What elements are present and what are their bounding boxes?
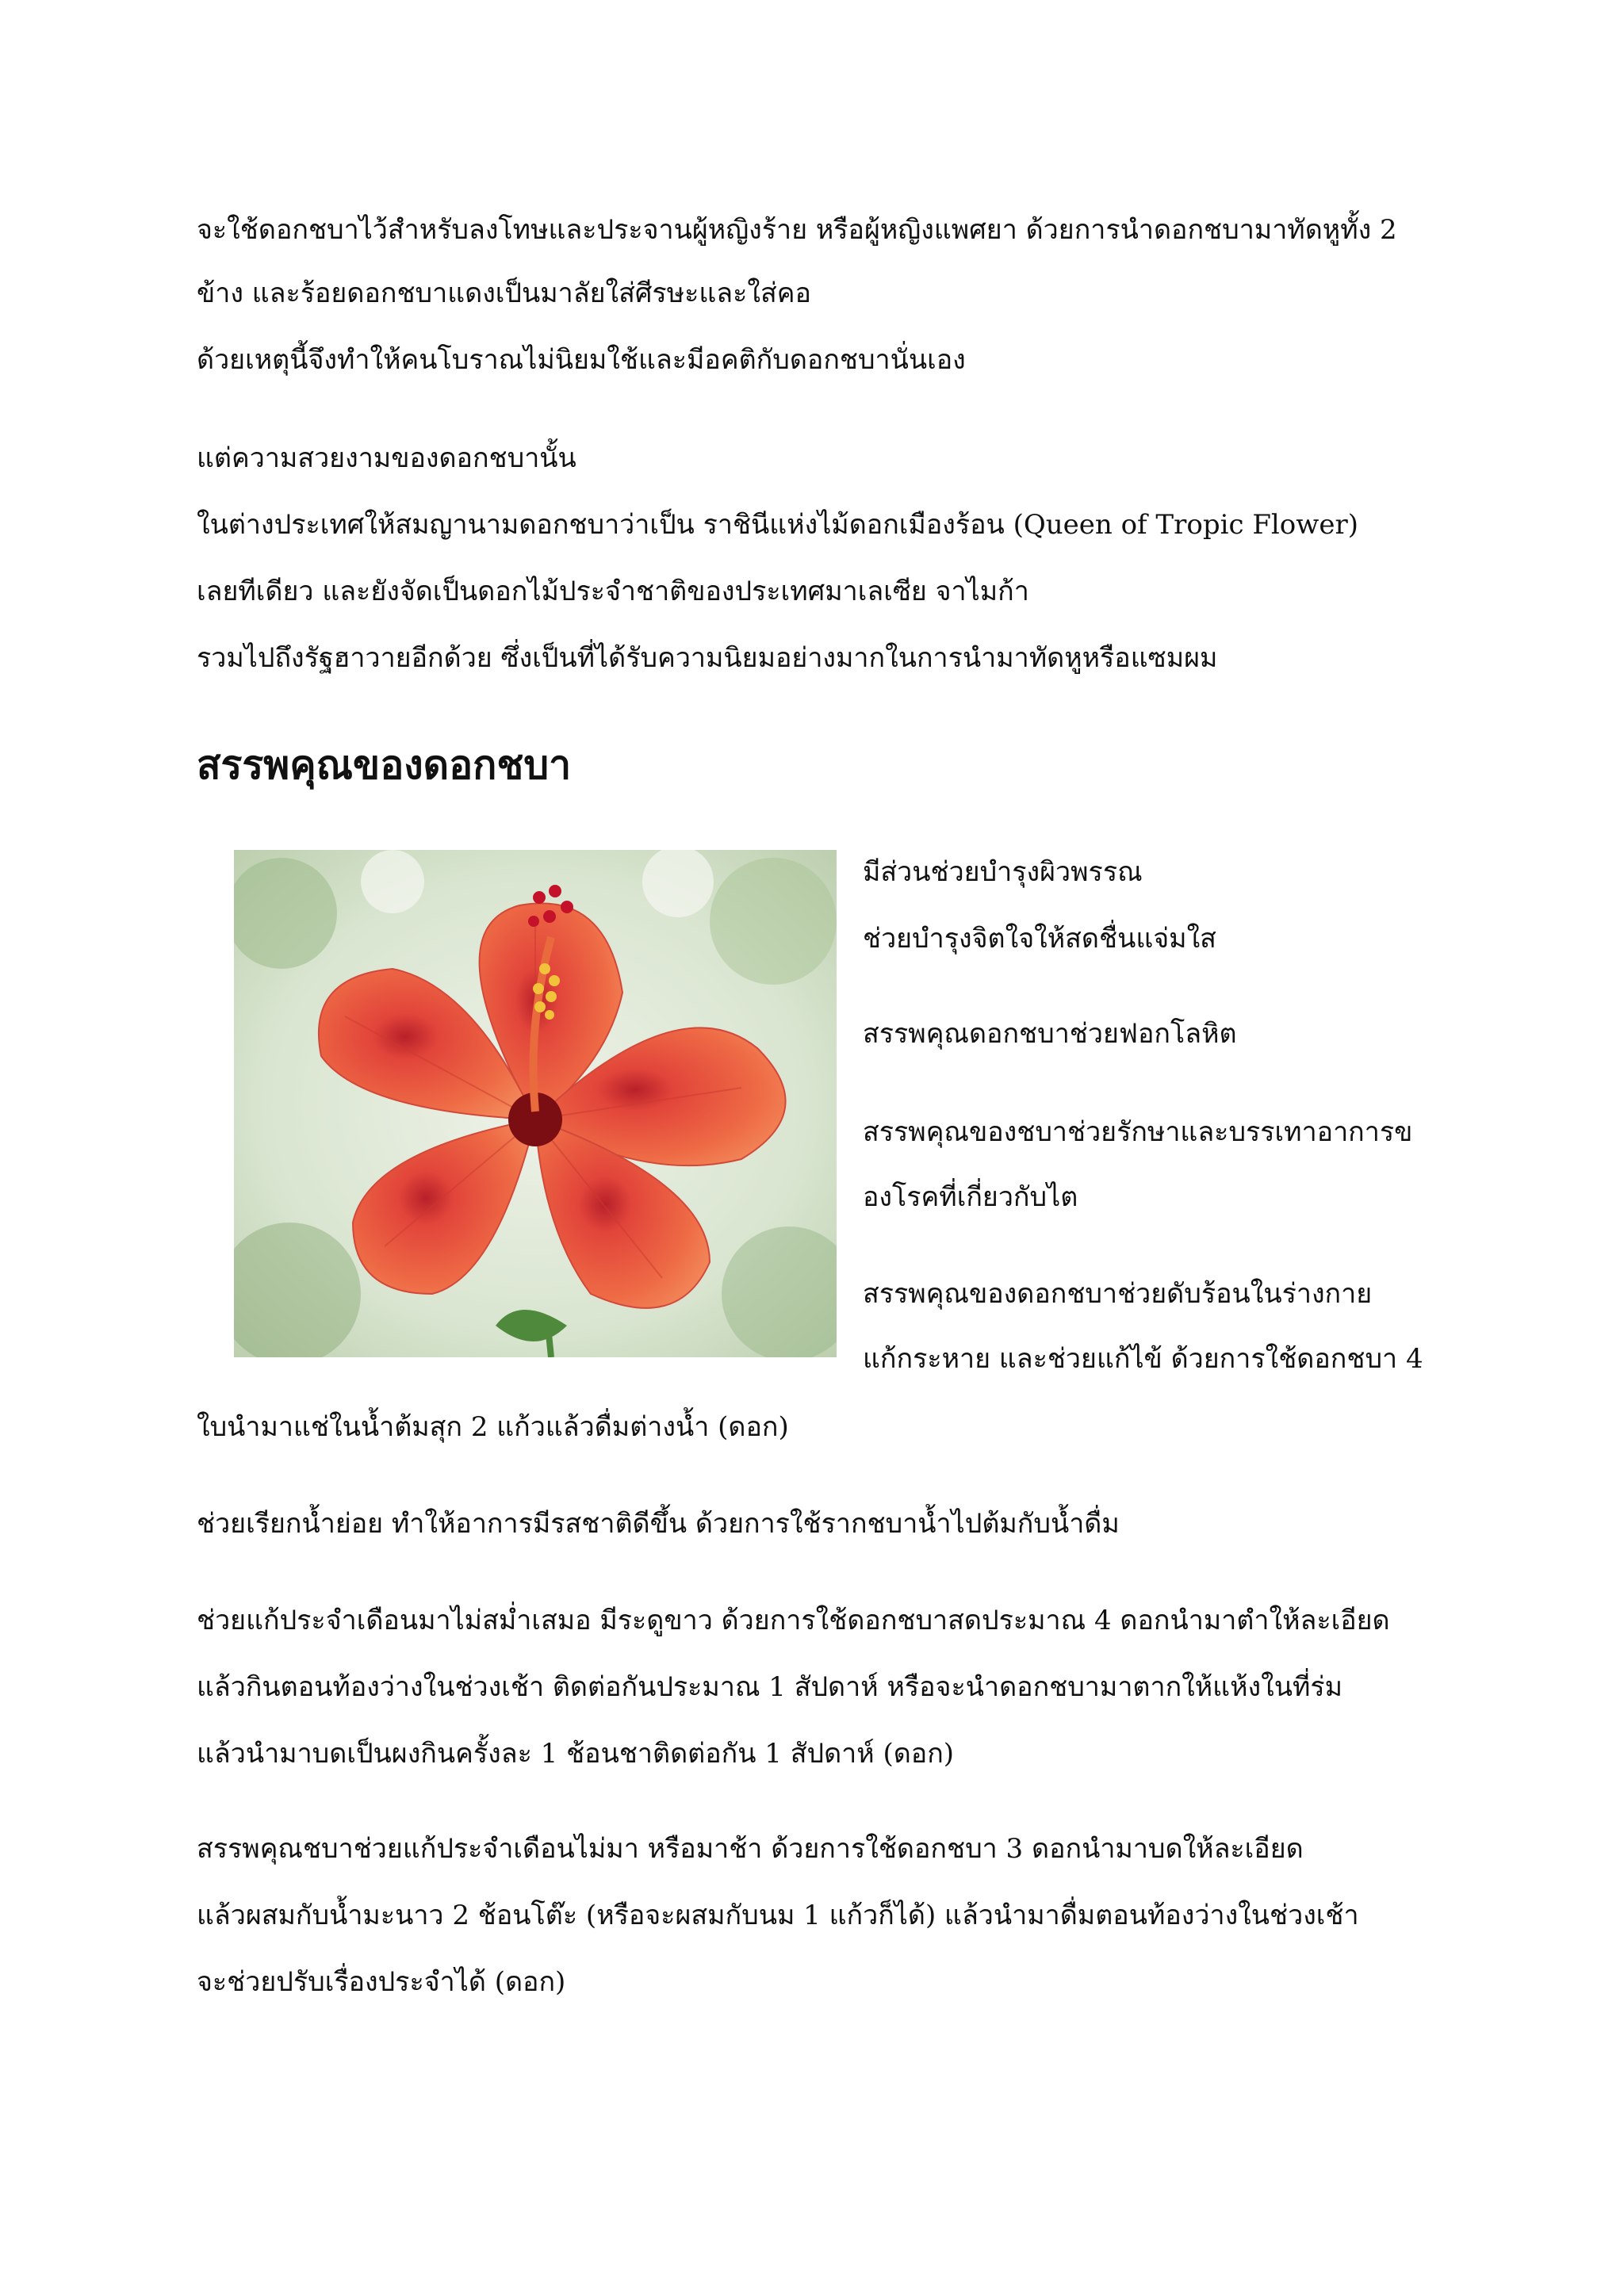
body-line-5: แล้วนำมาบดเป็นผงกินครั้งละ 1 ช้อนชาติดต่อกัน 1 สัปดาห์ (ดอก) (197, 1738, 955, 1770)
body-line-8: จะช่วยปรับเรื่องประจำได้ (ดอก) (197, 1966, 566, 1998)
beauty-line-4: รวมไปถึงรัฐฮาวายอีกด้วย ซึ่งเป็นที่ได้รับความนิยมอย่างมากในการนำมาทัดหูหรือแซมผม (197, 642, 1218, 674)
beauty-line-3: เลยทีเดียว และยังจัดเป็นดอกไม้ประจำชาติของประเทศมาเลเซีย จาไมก้า (197, 576, 1029, 607)
intro-line-1: จะใช้ดอกชบาไว้สำหรับลงโทษและประจานผู้หญิงร้าย หรือผู้หญิงแพศยา ด้วยการนำดอกชบามาทัดหูทั้ง 2 (197, 214, 1397, 246)
side-line-6: สรรพคุณของดอกชบาช่วยดับร้อนในร่างกาย (863, 1278, 1373, 1310)
body-line-6: สรรพคุณชบาช่วยแก้ประจำเดือนไม่มา หรือมาช้า ด้วยการใช้ดอกชบา 3 ดอกนำมาบดให้ละเอียด (197, 1833, 1304, 1865)
body-line-4: แล้วกินตอนท้องว่างในช่วงเช้า ติดต่อกันประมาณ 1 สัปดาห์ หรือจะนำดอกชบามาตากให้แห้งในที่ร่ม (197, 1671, 1343, 1703)
intro-line-2: ข้าง และร้อยดอกชบาแดงเป็นมาลัยใส่ศีรษะและใส่คอ (197, 277, 811, 309)
side-line-2: ช่วยบำรุงจิตใจให้สดชื่นแจ่มใส (863, 923, 1216, 955)
body-line-2: ช่วยเรียกน้ำย่อย ทำให้อาการมีรสชาติดีขึ้น ด้วยการใช้รากชบาน้ำไปต้มกับน้ำดื่ม (197, 1508, 1120, 1540)
body-line-3: ช่วยแก้ประจำเดือนมาไม่สม่ำเสมอ มีระดูขาว ด้วยการใช้ดอกชบาสดประมาณ 4 ดอกนำมาตำให้ละเอียด (197, 1605, 1390, 1636)
beauty-line-1: แต่ความสวยงามของดอกชบานั้น (197, 442, 576, 474)
beauty-line-2: ในต่างประเทศให้สมญานามดอกชบาว่าเป็น ราชินีแห่งไม้ดอกเมืองร้อน (Queen of Tropic Flower) (197, 509, 1358, 541)
intro-line-3: ด้วยเหตุนี้จึงทำให้คนโบราณไม่นิยมใช้และมีอคติกับดอกชบานั่นเอง (197, 344, 966, 376)
side-line-4: สรรพคุณของชบาช่วยรักษาและบรรเทาอาการข (863, 1116, 1413, 1148)
side-line-3: สรรพคุณดอกชบาช่วยฟอกโลหิต (863, 1018, 1237, 1050)
side-line-5: องโรคที่เกี่ยวกับไต (863, 1181, 1078, 1213)
hibiscus-flower-photo (234, 850, 837, 1357)
body-line-7: แล้วผสมกับน้ำมะนาว 2 ช้อนโต๊ะ (หรือจะผสมกับนม 1 แก้วก็ได้) แล้วนำมาดื่มตอนท้องว่างในช่วงเช้า (197, 1900, 1359, 1931)
side-line-7: แก้กระหาย และช่วยแก้ไข้ ด้วยการใช้ดอกชบา 4 (863, 1343, 1423, 1375)
body-line-1: ใบนำมาแช่ในน้ำต้มสุก 2 แก้วแล้วดื่มต่างน้ำ (ดอก) (197, 1411, 789, 1443)
side-line-1: มีส่วนช่วยบำรุงผิวพรรณ (863, 856, 1143, 888)
section-heading: สรรพคุณของดอกชบา (197, 741, 572, 788)
